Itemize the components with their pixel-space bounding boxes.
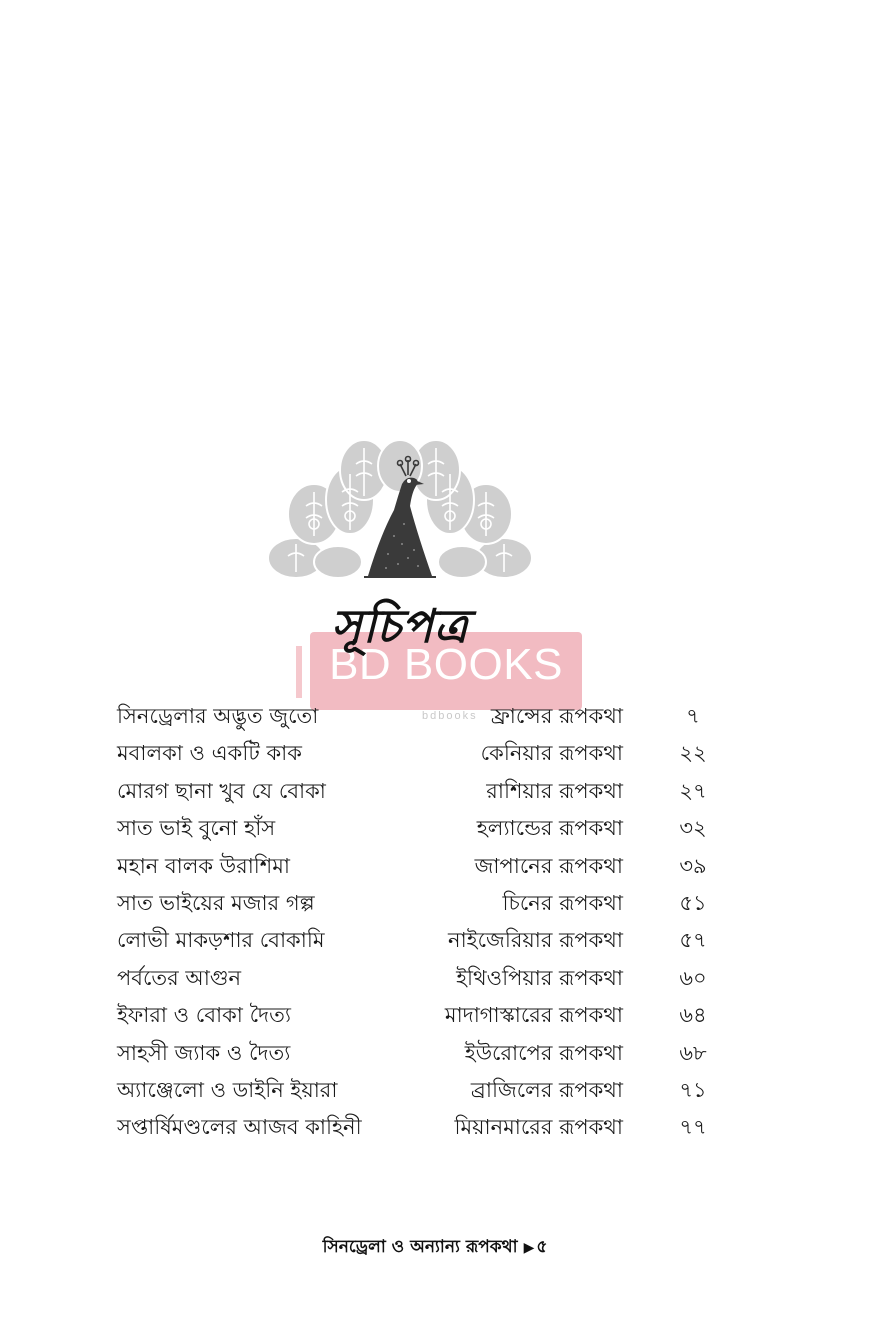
footer-page-number: ৫ bbox=[536, 1237, 548, 1257]
play-triangle-icon: ▶ bbox=[523, 1240, 535, 1256]
toc-title: লোভী মাকড়শার বোকামি bbox=[117, 928, 325, 953]
page-footer bbox=[0, 1234, 870, 1262]
toc-origin: ব্রাজিলের রূপকথা bbox=[470, 1077, 623, 1102]
toc-page-number: ৩৯ bbox=[679, 853, 707, 878]
toc-page-number: ৭১ bbox=[679, 1077, 707, 1102]
toc-title: সাত ভাই বুনো হাঁস bbox=[117, 816, 276, 841]
toc-title: সাহসী জ্যাক ও দৈত্য bbox=[117, 1040, 291, 1065]
toc-origin: মাদাগাস্কারের রূপকথা bbox=[444, 1003, 623, 1028]
toc-origin: রাশিয়ার রূপকথা bbox=[486, 778, 623, 803]
watermark-site: bdbooks bbox=[422, 710, 478, 722]
toc-page-number: ৫১ bbox=[679, 890, 707, 915]
toc-row bbox=[117, 848, 717, 885]
toc-origin: নাইজেরিয়ার রূপকথা bbox=[448, 928, 623, 953]
peacock-icon bbox=[268, 440, 532, 580]
toc-title: পর্বতের আগুন bbox=[117, 965, 242, 990]
toc-row bbox=[117, 735, 717, 772]
toc-origin: জাপানের রূপকথা bbox=[474, 853, 623, 878]
toc-row bbox=[117, 960, 717, 997]
toc-page-number: ২২ bbox=[679, 741, 707, 766]
toc-page-number: ৬৪ bbox=[679, 1003, 707, 1028]
toc-origin: মিয়ানমারের রূপকথা bbox=[454, 1115, 623, 1140]
toc-origin: হল্যান্ডের রূপকথা bbox=[476, 816, 623, 841]
toc-row bbox=[117, 922, 717, 959]
toc-title: সিনড্রেলার অদ্ভুত জুতো bbox=[117, 704, 319, 728]
toc-page-number: ৫৭ bbox=[679, 928, 707, 953]
watermark-brand: BD BOOKS bbox=[329, 640, 563, 689]
toc-title: ইফারা ও বোকা দৈত্য bbox=[117, 1003, 291, 1028]
toc-page-number: ২৭ bbox=[679, 778, 707, 803]
toc-row bbox=[117, 1072, 717, 1109]
toc-row bbox=[117, 885, 717, 922]
toc-origin: চিনের রূপকথা bbox=[502, 890, 623, 915]
toc-title: সপ্তার্ষিমণ্ডলের আজব কাহিনী bbox=[117, 1115, 362, 1140]
footer-book-title: সিনড্রেলা ও অন্যান্য রূপকথা bbox=[322, 1237, 518, 1257]
toc-origin: ফ্রান্সের রূপকথা bbox=[490, 704, 623, 728]
toc-page-number: ৭৭ bbox=[679, 1115, 707, 1140]
toc-title: মহান বালক উরাশিমা bbox=[117, 853, 290, 878]
table-of-contents bbox=[117, 698, 717, 1147]
toc-origin: ইথিওপিয়ার রূপকথা bbox=[456, 965, 623, 990]
toc-page-number: ৭ bbox=[686, 704, 700, 728]
toc-title: মবালকা ও একটি কাক bbox=[117, 741, 302, 766]
toc-row bbox=[117, 810, 717, 847]
toc-row bbox=[117, 997, 717, 1034]
toc-page-number: ৩২ bbox=[679, 816, 707, 841]
toc-row bbox=[117, 698, 717, 735]
toc-origin: কেনিয়ার রূপকথা bbox=[480, 741, 623, 766]
toc-page-number: ৬০ bbox=[679, 965, 707, 990]
page-heading: সূচিপত্র bbox=[331, 599, 469, 653]
toc-origin: ইউরোপের রূপকথা bbox=[464, 1040, 623, 1065]
toc-title: সাত ভাইয়ের মজার গল্প bbox=[117, 890, 315, 915]
toc-row bbox=[117, 1109, 717, 1146]
toc-title: অ্যাঞ্জেলো ও ডাইনি ইয়ারা bbox=[117, 1077, 338, 1102]
toc-title: মোরগ ছানা খুব যে বোকা bbox=[117, 778, 326, 803]
toc-row bbox=[117, 1035, 717, 1072]
toc-row bbox=[117, 773, 717, 810]
toc-page-number: ৬৮ bbox=[679, 1040, 707, 1065]
